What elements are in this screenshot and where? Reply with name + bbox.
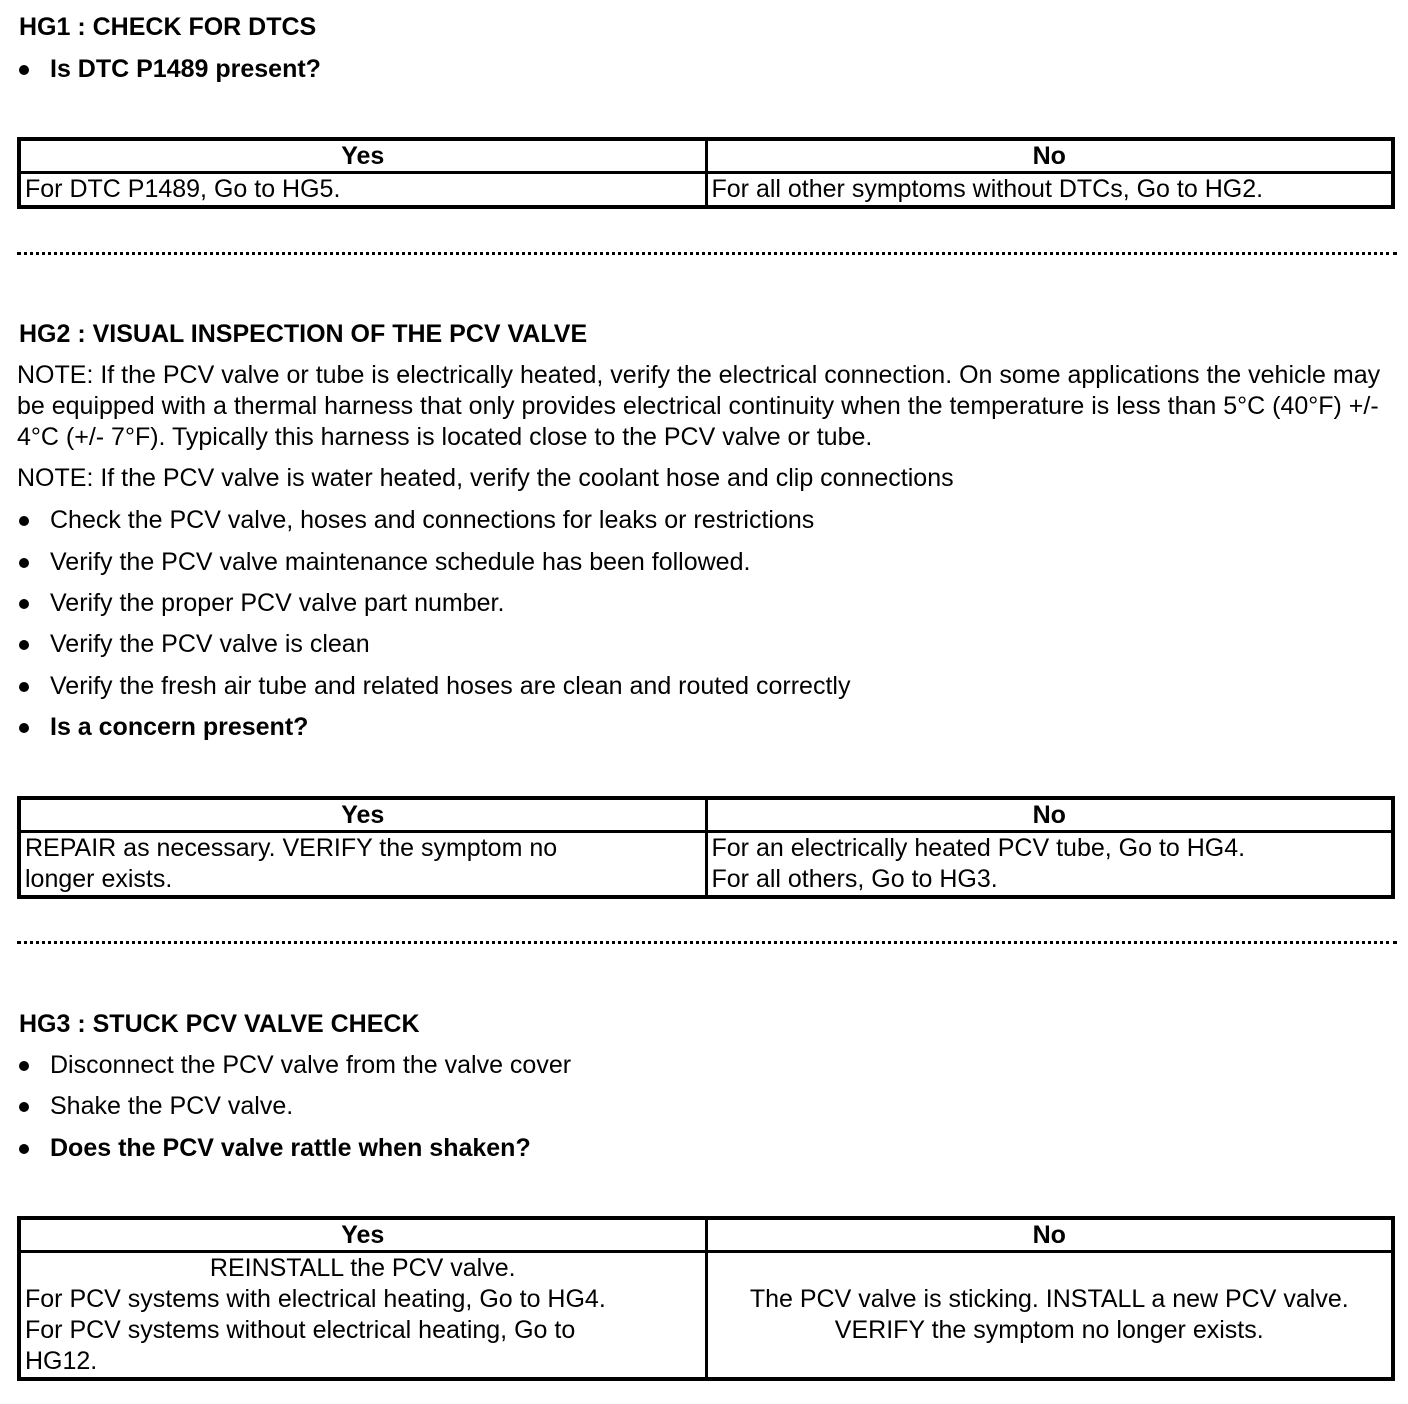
bullet-text: Disconnect the PCV valve from the valve cover — [50, 1051, 572, 1079]
hg2-title: HG2 : VISUAL INSPECTION OF THE PCV VALVE — [19, 320, 588, 348]
no-header: No — [706, 798, 1393, 832]
section-divider — [17, 252, 1397, 255]
no-cell — [706, 832, 1393, 898]
bullet-icon — [19, 1061, 29, 1071]
yes-line: longer exists. — [25, 865, 173, 893]
yes-cell — [19, 1252, 706, 1380]
yes-line: REPAIR as necessary. VERIFY the symptom no — [25, 834, 558, 862]
yes-header: Yes — [19, 139, 706, 173]
no-line: For all other symptoms without DTCs, Go to HG2. — [711, 175, 1264, 203]
section-divider — [17, 941, 1397, 944]
bullet-icon — [19, 640, 29, 650]
yes-line: For PCV systems with electrical heating, Go to HG4. — [25, 1285, 606, 1313]
no-line: The PCV valve is sticking. INSTALL a new PCV valve. — [749, 1285, 1349, 1313]
yes-cell — [19, 173, 706, 208]
hg1-table — [17, 137, 1395, 209]
hg3-title: HG3 : STUCK PCV VALVE CHECK — [19, 1010, 420, 1038]
bullet-icon — [19, 682, 29, 692]
question-text: Is a concern present? — [50, 713, 309, 741]
no-cell — [706, 1252, 1393, 1380]
yes-cell — [19, 832, 706, 898]
bullet-icon — [19, 599, 29, 609]
bullet-text: Verify the PCV valve is clean — [50, 630, 370, 658]
bullet-text: Verify the fresh air tube and related hoses are clean and routed correctly — [50, 672, 851, 700]
bullet-icon — [19, 516, 29, 526]
question-text: Is DTC P1489 present? — [50, 55, 321, 83]
bullet-text: Shake the PCV valve. — [50, 1092, 294, 1120]
bullet-icon — [19, 723, 29, 733]
hg3-table — [17, 1216, 1395, 1381]
bullet-icon — [19, 558, 29, 568]
no-header: No — [706, 1218, 1393, 1252]
no-line: For an electrically heated PCV tube, Go to HG4. — [711, 834, 1246, 862]
bullet-text: Verify the PCV valve maintenance schedule has been followed. — [50, 548, 751, 576]
question-text: Does the PCV valve rattle when shaken? — [50, 1134, 531, 1162]
bullet-icon — [19, 65, 29, 75]
no-cell — [706, 173, 1393, 208]
yes-line: For DTC P1489, Go to HG5. — [25, 175, 341, 203]
no-line: VERIFY the symptom no longer exists. — [834, 1316, 1264, 1344]
yes-header: Yes — [19, 798, 706, 832]
hg2-note-water: NOTE: If the PCV valve is water heated, verify the coolant hose and clip connections — [17, 464, 954, 492]
hg1-title: HG1 : CHECK FOR DTCS — [19, 13, 317, 41]
bullet-text: Verify the proper PCV valve part number. — [50, 589, 505, 617]
yes-line: For PCV systems without electrical heating, Go to — [25, 1316, 576, 1344]
yes-line: HG12. — [25, 1347, 98, 1375]
hg2-table — [17, 796, 1395, 899]
hg2-note-electrical: NOTE: If the PCV valve or tube is electrically heated, verify the electrical connection. On some applications the vehicle may be equipped with a thermal harness that only provides electrical continuity when the temperature is less than 5°C (40°F) +/- 4°C (+/- 7°F). Typically this harness is located close to the PCV valve or tube. — [17, 361, 1381, 451]
no-header: No — [706, 139, 1393, 173]
bullet-text: Check the PCV valve, hoses and connections for leaks or restrictions — [50, 506, 815, 534]
no-line: For all others, Go to HG3. — [711, 865, 998, 893]
bullet-icon — [19, 1102, 29, 1112]
yes-line: REINSTALL the PCV valve. — [209, 1254, 516, 1282]
bullet-icon — [19, 1144, 29, 1154]
yes-header: Yes — [19, 1218, 706, 1252]
